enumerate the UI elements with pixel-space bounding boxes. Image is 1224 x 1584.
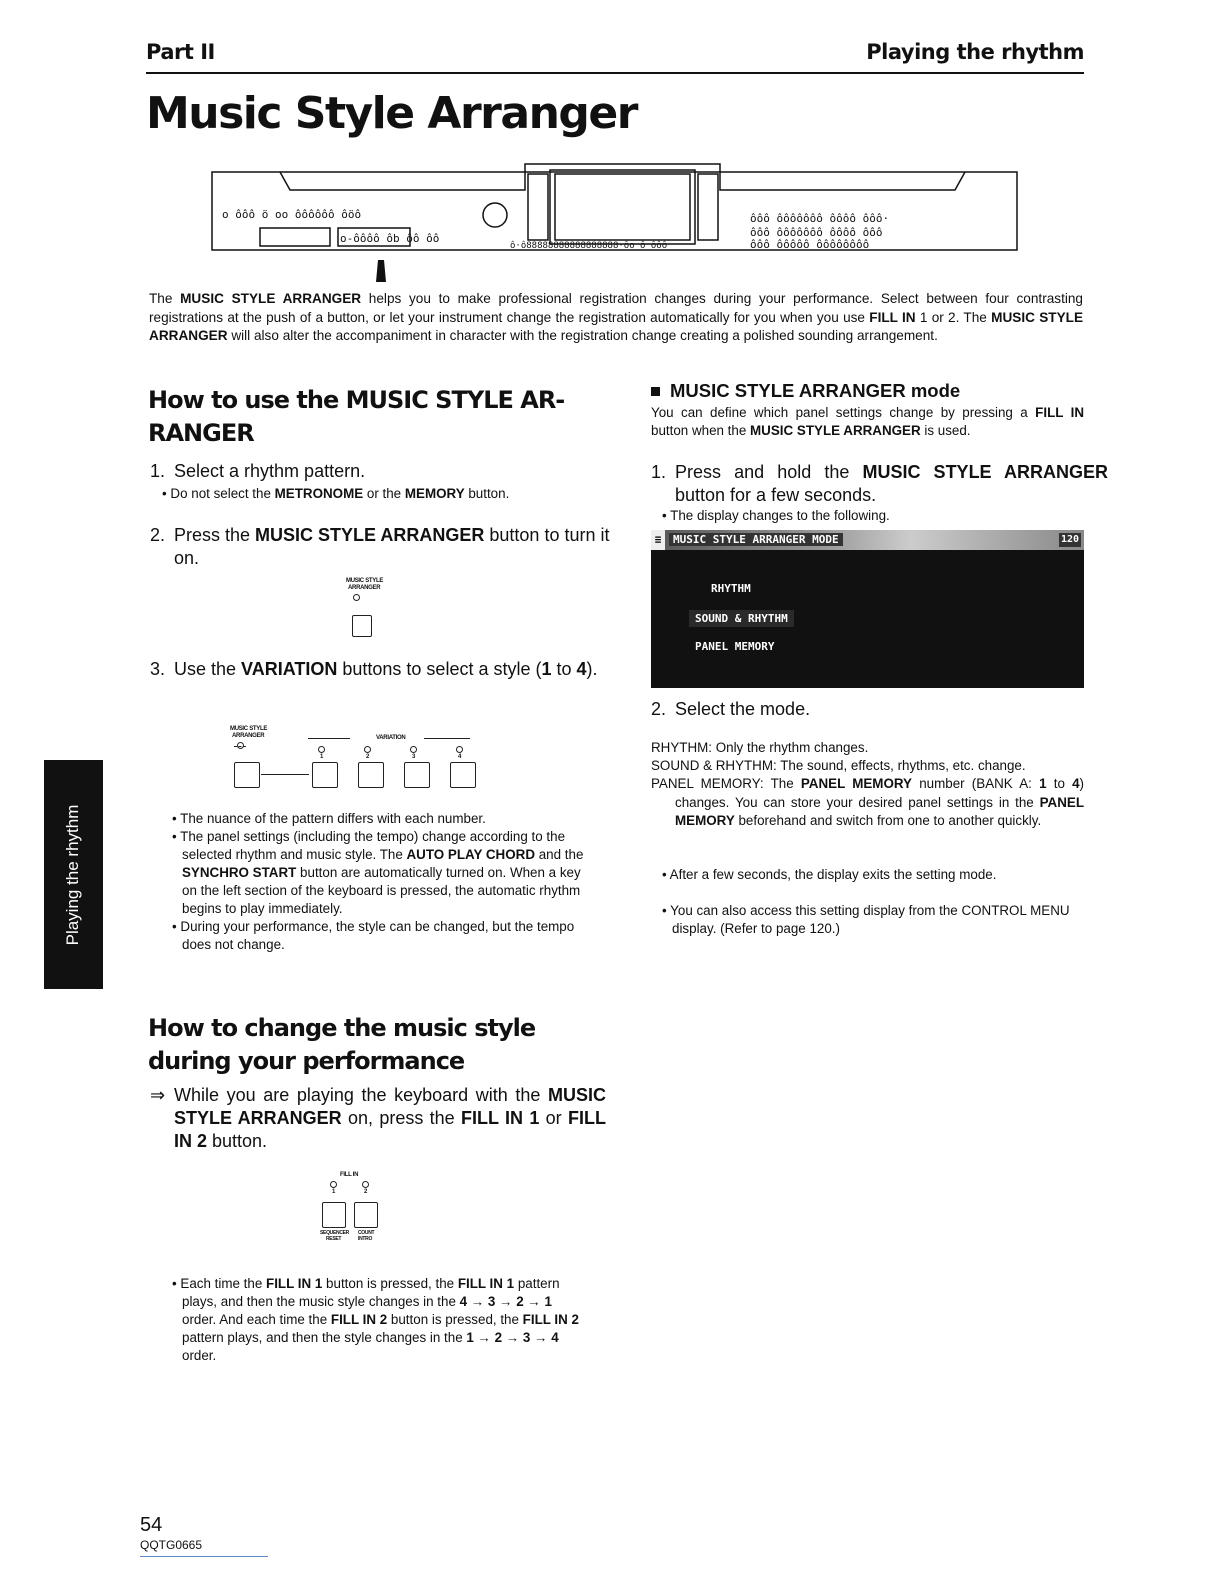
header-rule [146,72,1084,74]
lcd-option-sound-rhythm[interactable]: SOUND & RHYTHM [689,610,794,627]
document-code: QQTG0665 [140,1538,203,1552]
page-title: Music Style Arranger [146,88,637,139]
variation-buttons-figure: MUSIC STYLE ARRANGER VARIATION 1 2 3 4 [228,726,488,796]
lcd-option-panel-memory[interactable]: PANEL MEMORY [695,640,775,653]
svg-text:ôôô ôôôôôôô ôôôô ôôô·: ôôô ôôôôôôô ôôôô ôôô· [750,212,890,225]
step-2: 2. Press the MUSIC STYLE ARRANGER button to turn it on. [150,525,610,568]
mode-notes: • After a few seconds, the display exits the setting mode. • You can also access this setting display from the CONTROL MENU display. (Refer to page 120.) [662,867,1070,936]
fill-in-2-button[interactable] [354,1202,378,1228]
svg-text:o-ôôôô ôb ôô ôô: o-ôôôô ôb ôô ôô [340,232,440,245]
definition-item: SOUND & RHYTHM: The sound, effects, rhythms, etc. change. [651,758,1026,774]
header-part: Part II [146,40,215,64]
section-heading-how-to-use: How to use the MUSIC STYLE AR- RANGER [148,386,565,447]
section1-bullets [172,810,584,954]
variation-button-3[interactable] [404,762,430,788]
section2-bullet: • Each time the FILL IN 1 button is pressed, the FILL IN 1 pattern plays, and then the music style changes in the 4 → 3 → 2 → 1 order. And each time the FILL IN 2 button is pressed, the FILL IN 2 pattern plays, and then the style changes in the 1 → 2 → 3 → 4 order. [172,1276,579,1363]
mode-intro: You can define which panel settings change by pressing a FILL IN button when the MUSIC STYLE ARRANGER is used. [651,405,1085,438]
svg-text:ô·ô88888888888888888·ôo ô ôôô: ô·ô88888888888888888·ôo ô ôôô [510,241,668,251]
lcd-display [651,530,1084,688]
step-1-note: • Do not select the METRONOME or the MEMORY button. [162,486,510,501]
section2-instruction: ⇒ While you are playing the keyboard with the MUSIC STYLE ARRANGER on, press the FILL IN 1 or FILL IN 2 button. [150,1085,606,1151]
msa-button-figure: MUSIC STYLE ARRANGER [330,576,390,646]
intro-paragraph: The MUSIC STYLE ARRANGER helps you to make professional registration changes during your performance. Select between four contrasting registrations at the push of a button, or let your instrument change the registration automatically for you when you use FILL IN 1 or 2. The MUSIC STYLE ARRANGER will also alter the accompaniment in character with the registration change creating a polished sounding arrangement. [149,291,1084,343]
step-1: 1. Select a rhythm pattern. [150,461,366,481]
lcd-title-bar: ≡ MUSIC STYLE ARRANGER MODE 120 [651,530,1084,550]
page-number: 54 [140,1514,163,1536]
footer-rule [140,1556,268,1557]
variation-button-1[interactable] [312,762,338,788]
fill-in-1-button[interactable] [322,1202,346,1228]
mode-definitions [651,739,1084,830]
mode-step-1: 1. Press and hold the MUSIC STYLE ARRANGER button for a few seconds. [651,462,1108,505]
definition-item: PANEL MEMORY: The PANEL MEMORY number (BANK A: 1 to 4) changes. You can store your desired panel settings in the PANEL MEMORY beforehand and switch from one to another quickly. [651,776,1085,828]
bullet-item: • During your performance, the style can be changed, but the tempo does not change. [172,919,575,952]
msa-button[interactable] [352,615,372,637]
svg-text:o ôôô ö oo ôôôôôô ôöô: o ôôô ö oo ôôôôôô ôöô [222,208,362,221]
step-3: 3. Use the VARIATION buttons to select a style (1 to 4). [150,659,598,679]
lcd-option-rhythm[interactable]: RHYTHM [711,582,751,595]
side-tab: Playing the rhythm [44,760,103,989]
variation-button-2[interactable] [358,762,384,788]
fill-in-figure: FILL IN 1 2 SEQUENCER RESET COUNT INTRO [308,1172,398,1256]
variation-button-4[interactable] [450,762,476,788]
definition-item: RHYTHM: Only the rhythm changes. [651,740,869,755]
svg-text:ôôô ôôôôô ôôôôôôôô: ôôô ôôôôô ôôôôôôôô [750,238,870,251]
mode-step-1-note: • The display changes to the following. [662,508,890,523]
bullet-item: • The nuance of the pattern differs with each number. [172,811,486,826]
mode-step-2: 2. Select the mode. [651,699,811,719]
msa-button-small[interactable] [234,762,260,788]
bullet-item: • The panel settings (including the tempo) change according to the selected rhythm and music style. The AUTO PLAY CHORD and the SYNCHRO START button are automatically turned on. When a key on the left section of the keyboard is pressed, the automatic rhythm begins to play immediately. [172,829,584,916]
panel-illustration [210,160,1020,285]
header-section-title: Playing the rhythm [866,40,1084,64]
svg-text:ôôô ôôôôôôô ôôôô ôôô: ôôô ôôôôôôô ôôôô ôôô [750,226,883,239]
mode-heading: MUSIC STYLE ARRANGER mode [651,379,1091,403]
section-heading-change-style: How to change the music style during your performance [148,1014,536,1075]
